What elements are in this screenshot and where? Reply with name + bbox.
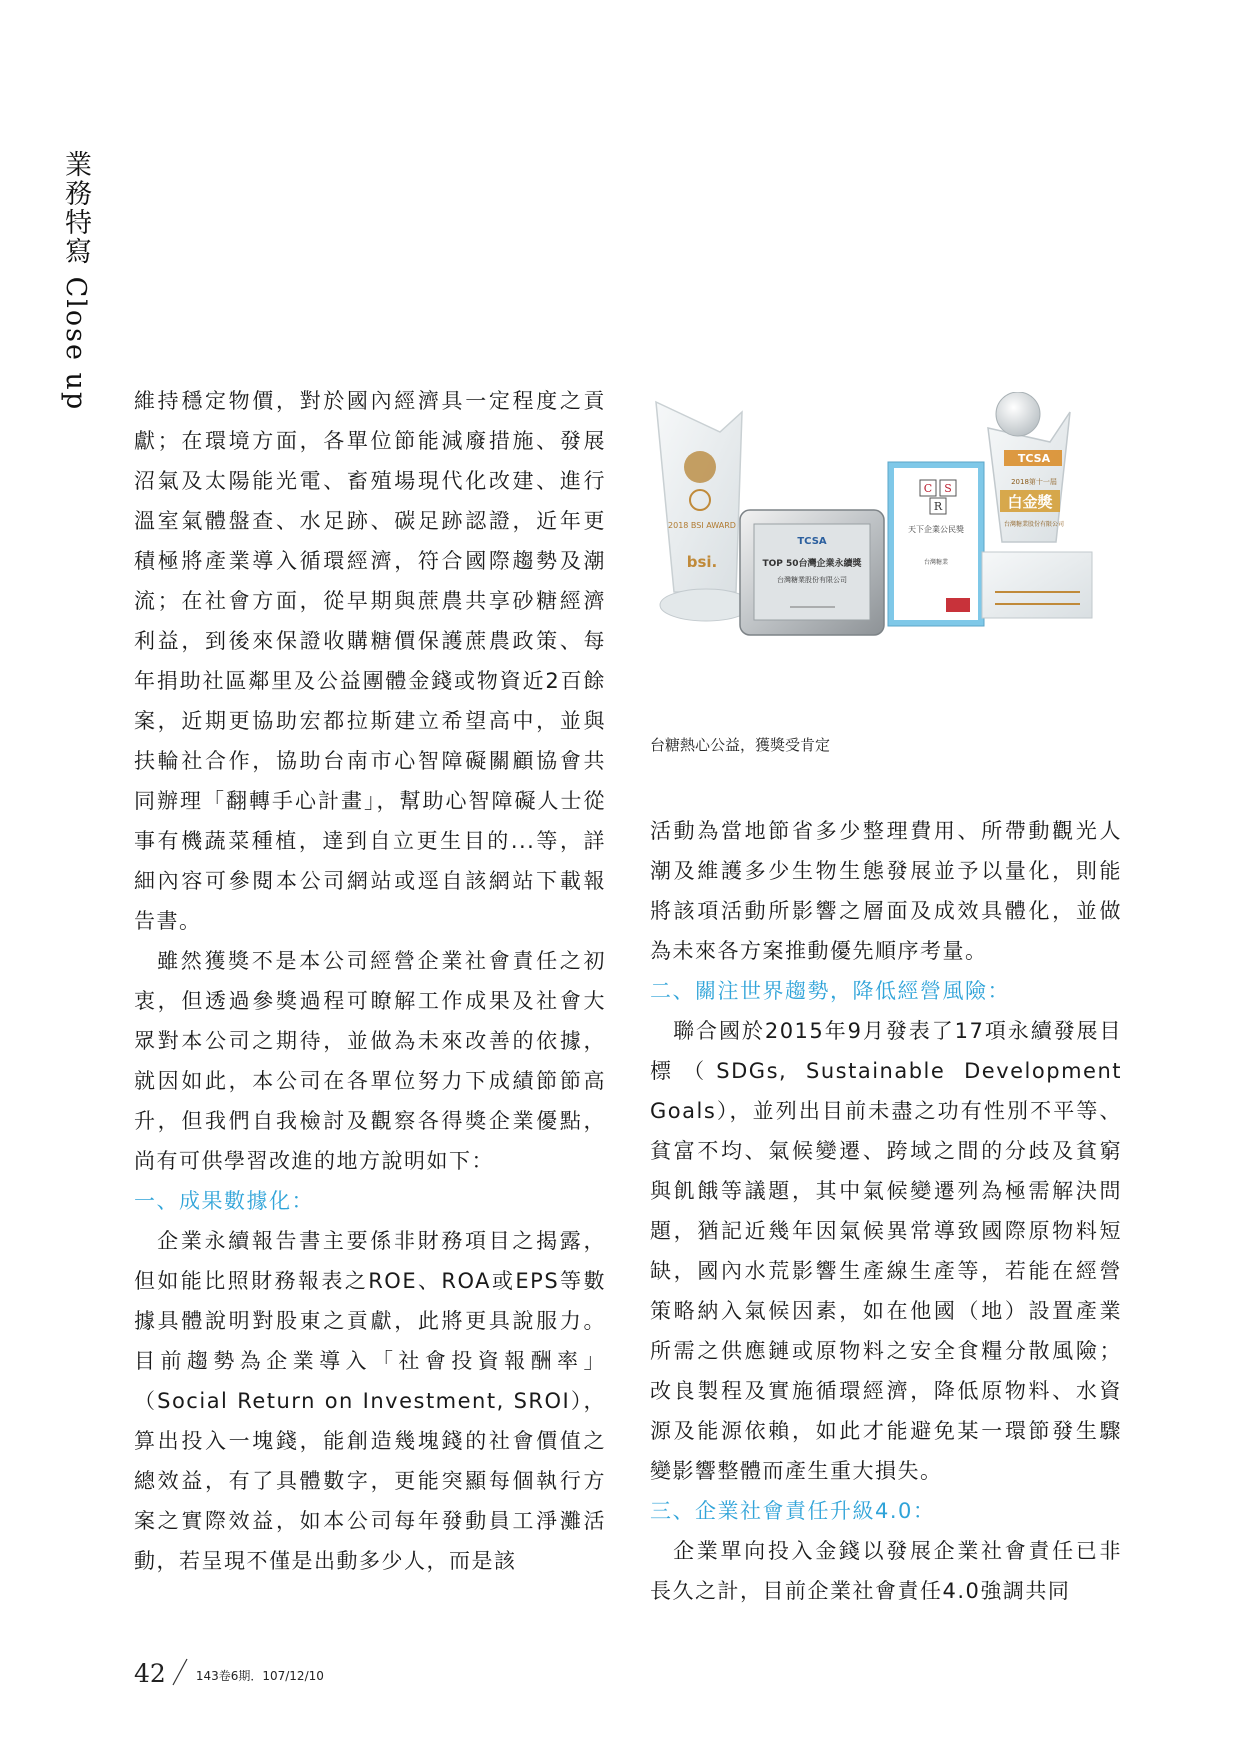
plaque-company: 台灣糖業股份有限公司 — [777, 576, 847, 584]
paragraph: 雖然獲獎不是本公司經營企業社會責任之初衷，但透過參獎過程可瞭解工作成果及社會大眾對本公司之期待，並做為未來改善的依據，就因如此，本公司在各單位努力下成績節節高升，但我們自我檢討及觀察各得獎企業優點，尚有可供學習改進的地方說明如下： — [134, 949, 606, 1173]
trophy-edition: 2018第十一屆 — [1011, 478, 1057, 486]
paragraph: 企業永續報告書主要係非財務項目之揭露，但如能比照財務報表之ROE、ROA或EPS等數據具體說明對股東之貢獻，此將更具說服力。目前趨勢為企業導入「社會投資報酬率」（Social Return on Investment, SROI），算出投入一塊錢，能創造幾塊錢的社會價值之總效益，有了具體數字，更能突顯每個執行方案之實際效益，如本公司每年發動員工淨灘活動，若呈現不僅是出動多少人，而是該 — [134, 1229, 606, 1573]
section-label: 業務特寫 Close up — [60, 150, 91, 412]
bsi-award — [656, 402, 752, 621]
plaque-title: TOP 50台灣企業永續獎 — [762, 559, 862, 569]
csr-title: 天下企業公民獎 — [908, 525, 964, 534]
csr-letter-s: S — [944, 482, 952, 495]
trophy-company: 台灣糖業股份有限公司 — [1003, 521, 1065, 528]
left-column — [134, 381, 606, 1581]
awards-illustration — [650, 392, 1130, 717]
csr-award — [888, 462, 984, 626]
section-heading-global-trends: 二、關注世界趨勢，降低經營風險： — [650, 979, 1010, 1003]
plaque-tcsa-logo: TCSA — [797, 536, 827, 547]
paragraph: 企業單向投入金錢以發展企業社會責任已非長久之計，目前企業社會責任4.0強調共同 — [650, 1539, 1122, 1603]
csr-letter-c: C — [923, 482, 933, 495]
csr-company: 台灣糖業 — [923, 559, 949, 566]
crystal-ball-icon — [996, 392, 1040, 436]
trophy-tcsa-logo: TCSA — [1017, 452, 1051, 465]
crest-icon — [684, 451, 716, 483]
paragraph: 維持穩定物價，對於國內經濟具一定程度之貢獻；在環境方面，各單位節能減廢措施、發展沼氣及太陽能光電、畜殖場現代化改建、進行溫室氣體盤查、水足跡、碳足跡認證，近年更積極將產業導入循環經濟，符合國際趨勢及潮流；在社會方面，從早期與蔗農共享砂糖經濟利益，到後來保證收購糖價保護蔗農政策、每年捐助社區鄰里及公益團體金錢或物資近2百餘案，近期更協助宏都拉斯建立希望高中，並與扶輪社合作，協助台南市心智障礙關顧協會共同辦理「翻轉手心計畫」，幫助心智障礙人士從事有機蔬菜種植，達到自立更生目的...等，詳細內容可參閱本公司網站或逕自該網站下載報告書。 — [134, 389, 606, 933]
top50-plaque — [740, 510, 884, 635]
paragraph: 活動為當地節省多少整理費用、所帶動觀光人潮及維護多少生物生態發展並予以量化，則能將該項活動所影響之層面及成效具體化，並做為未來各方案推動優先順序考量。 — [650, 819, 1122, 963]
section-heading-csr-4: 三、企業社會責任升級4.0： — [650, 1499, 936, 1523]
trophy-award-name: 白金獎 — [1007, 493, 1053, 511]
photo-caption: 台糖熱心公益，獲獎受肯定 — [650, 736, 831, 754]
bsi-logo: bsi. — [686, 553, 718, 571]
page-footer — [134, 1656, 324, 1686]
bsi-award-year: 2018 BSI AWARD — [668, 521, 736, 530]
issue-info: 143卷6期．107/12/10 — [195, 1669, 324, 1683]
csr-letter-r: R — [933, 500, 943, 513]
section-heading-data: 一、成果數據化： — [134, 1189, 314, 1213]
page-number: 42 — [134, 1659, 166, 1688]
right-column — [650, 811, 1122, 1611]
publisher-logo — [946, 598, 970, 612]
paragraph: 聯合國於2015年9月發表了17項永續發展目標（SDGs, Sustainable Development Goals），並列出目前未盡之功有性別不平等、貧富不均、氣候變遷、跨域之間的分歧及貧窮與飢餓等議題，其中氣候變遷列為極需解決問題，猶記近幾年因氣候異常導致國際原物料短缺，國內水荒影響生產線生產等，若能在經營策略納入氣候因素，如在他國（地）設置產業所需之供應鏈或原物料之安全食糧分散風險；改良製程及實施循環經濟，降低原物料、水資源及能源依賴，如此才能避免某一環節發生驟變影響整體而產生重大損失。 — [650, 1019, 1122, 1483]
awards-photo — [650, 392, 1130, 717]
slash-divider — [172, 1658, 188, 1686]
tcsa-trophy — [982, 392, 1092, 618]
